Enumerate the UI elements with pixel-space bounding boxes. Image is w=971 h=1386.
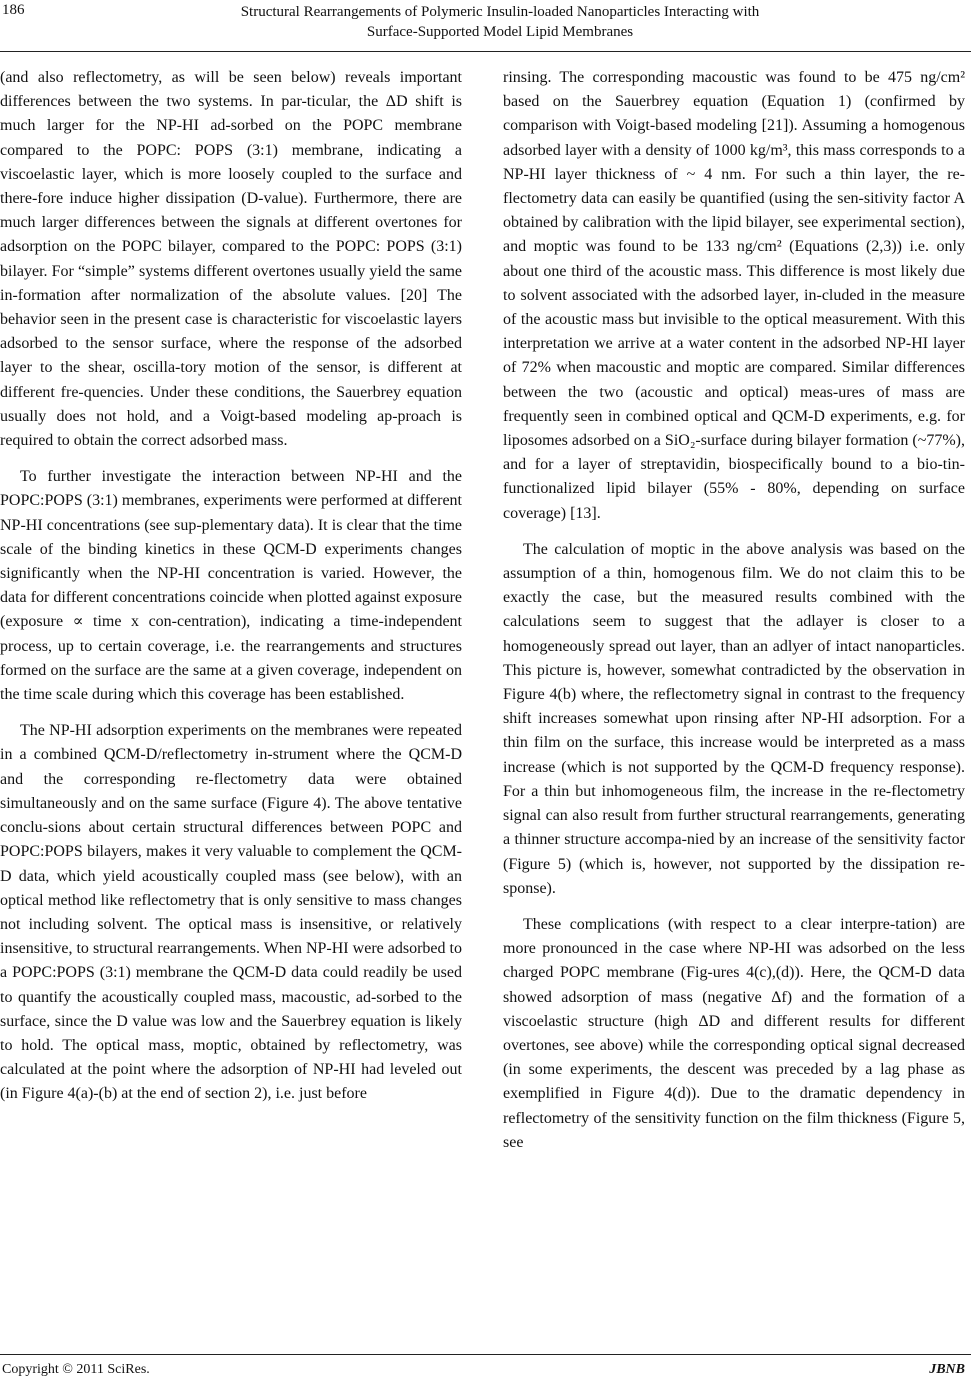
right-column: [503, 66, 965, 1167]
left-column: [0, 66, 462, 1119]
paragraph: (and also reflectometry, as will be seen below) reveals important differences between the two systems. In par-ticular, the ΔD shift is much larger for the NP-HI ad-sorbed on the POPC membrane compared to the POPC: POPS (3:1) membrane, indicating a viscoelastic layer, which is more loosely coupled to the surface and there-fore induce higher dissipation (D-value). Furthermore, there are much larger differences between the signals at different overtones for adsorption on the POPC bilayer, compared to the POPC: POPS (3:1) bilayer. For “simple” systems different overtones usually yield the same in-formation after normalization of the absolute values. [20] The behavior seen in the present case is characteristic for viscoelastic layers adsorbed to the sensor surface, where the response of the adsorbed layer to the shear, oscilla-tory motion of the sensor, is different at different fre-quencies. Under these conditions, the Sauerbrey equation usually does not hold, and a Voigt-based modeling ap-proach is required to obtain the correct adsorbed mass.: [0, 69, 462, 450]
running-title-line-2: Surface-Supported Model Lipid Membranes: [366, 24, 634, 40]
copyright-notice: Copyright © 2011 SciRes.: [2, 1362, 150, 1377]
paragraph: The NP-HI adsorption experiments on the membranes were repeated in a combined QCM-D/reflectometry in-strument where the QCM-D and the corresponding re-flectometry data were obtained simultaneously and on the same surface (Figure 4). The above tentative conclu-sions about certain structural differences between POPC and POPC:POPS bilayers, makes it very valuable to complement the QCM-D data, which yield acoustically coupled mass (see below), with an optical method like reflectometry that is only sensitive to mass changes not including solvent. The optical mass is insensitive, or relatively insensitive, to structural rearrangements. When NP-HI were adsorbed to a POPC:POPS (3:1) membrane the QCM-D data could readily be used to quantify the acoustically coupled mass, macoustic, ad-sorbed to the surface, since the D value was low and the Sauerbrey equation is likely to hold. The optical mass, moptic, obtained by reflectometry, was calculated at the point where the adsorption of NP-HI had leveled out (in Figure 4(a)-(b) at the end of section 2), i.e. just before: [0, 722, 462, 1103]
footer-divider: [0, 1354, 971, 1355]
paragraph: rinsing. The corresponding macoustic was found to be 475 ng/cm² based on the Sauerbrey equation (Equation 1) (confirmed by comparison with Voigt-based modeling [21]). Assuming a homogenous adsorbed layer with a density of 1000 kg/m³, this mass corresponds to a NP-HI layer thickness of ~ 4 nm. For such a thin layer, the re-flectometry data can easily be quantified (using the sen-sitivity factor A obtained by calibration with the lipid bilayer, see experimental section), and moptic was found to be 133 ng/cm² (Equations (2,3)) i.e. only about one third of the acoustic mass. This difference is most likely due to solvent associated with the adsorbed layer, in-cluded in the measure of the acoustic mass but invisible to the optical measurement. With this interpretation we arrive at a water content in the adsorbed NP-HI layer of 72% when macoustic and moptic are compared. Similar differences between the two (acoustic and optical) meas-ures of mass are frequently seen in combined optical and QCM-D experiments, e.g. for liposomes adsorbed on a SiO₂-surface during bilayer formation (~77%), and for a layer of streptavidin, biospecifically bound to a bio-tin-functionalized lipid bilayer (55% - 80%, depending on surface coverage) [13].: [503, 69, 965, 522]
running-title-line-1: Structural Rearrangements of Polymeric Insulin-loaded Nanoparticles Interacting with: [240, 4, 760, 20]
page-number: 186: [2, 2, 25, 18]
running-title: [120, 2, 880, 42]
journal-abbreviation: JBNB: [929, 1362, 965, 1377]
paragraph: The calculation of moptic in the above analysis was based on the assumption of a thin, homogenous film. We do not claim this to be exactly the case, but the measured results combined with the calculations seem to suggest that the adlayer is closer to a homogeneously spread out layer, than an adlyer of intact nanoparticles. This picture is, however, somewhat contradicted by the observation in Figure 4(b) where, the reflectometry signal in contrast to the frequency shift increases somewhat upon rinsing after NP-HI adsorption. For a thin film on the surface, this increase would be interpreted as a mass increase (which is not supported by the QCM-D frequency response). For a thin but inhomogeneous film, the increase in the re-flectometry signal can also result from further structural rearrangements, generating a thinner structure accompa-nied by an increase of the sensitivity factor (Figure 5) (which is, however, not supported by the dissipation re-sponse).: [503, 540, 965, 897]
page-header: [0, 0, 971, 48]
paragraph: To further investigate the interaction between NP-HI and the POPC:POPS (3:1) membranes, experiments were performed at different NP-HI concentrations (see sup-plementary data). It is clear that the time scale of the binding kinetics in these QCM-D experiments changes significantly when the NP-HI concentration is varied. However, the data for different concentrations coincide when plotted against exposure (exposure ∝ time x con-centration), indicating a time-independent process, up to certain coverage, i.e. the rearrangements and structures formed on the surface are the same at a given coverage, independent on the time scale during which this coverage has been established.: [0, 468, 462, 704]
paragraph: These complications (with respect to a clear interpre-tation) are more pronounced in the case where NP-HI was adsorbed on the less charged POPC membrane (Fig-ures 4(c),(d)). Here, the QCM-D data showed adsorption of mass (negative Δf) and the formation of a viscoelastic structure (high ΔD and different results for different overtones, see above) while the corresponding optical signal decreased (in some experiments, the descent was preceded by a lag phase as exemplified in Figure 4(d)). Due to the dramatic dependency in reflectometry of the sensitivity function on the film thickness (Figure 5, see: [503, 915, 965, 1151]
header-divider: [0, 51, 971, 52]
